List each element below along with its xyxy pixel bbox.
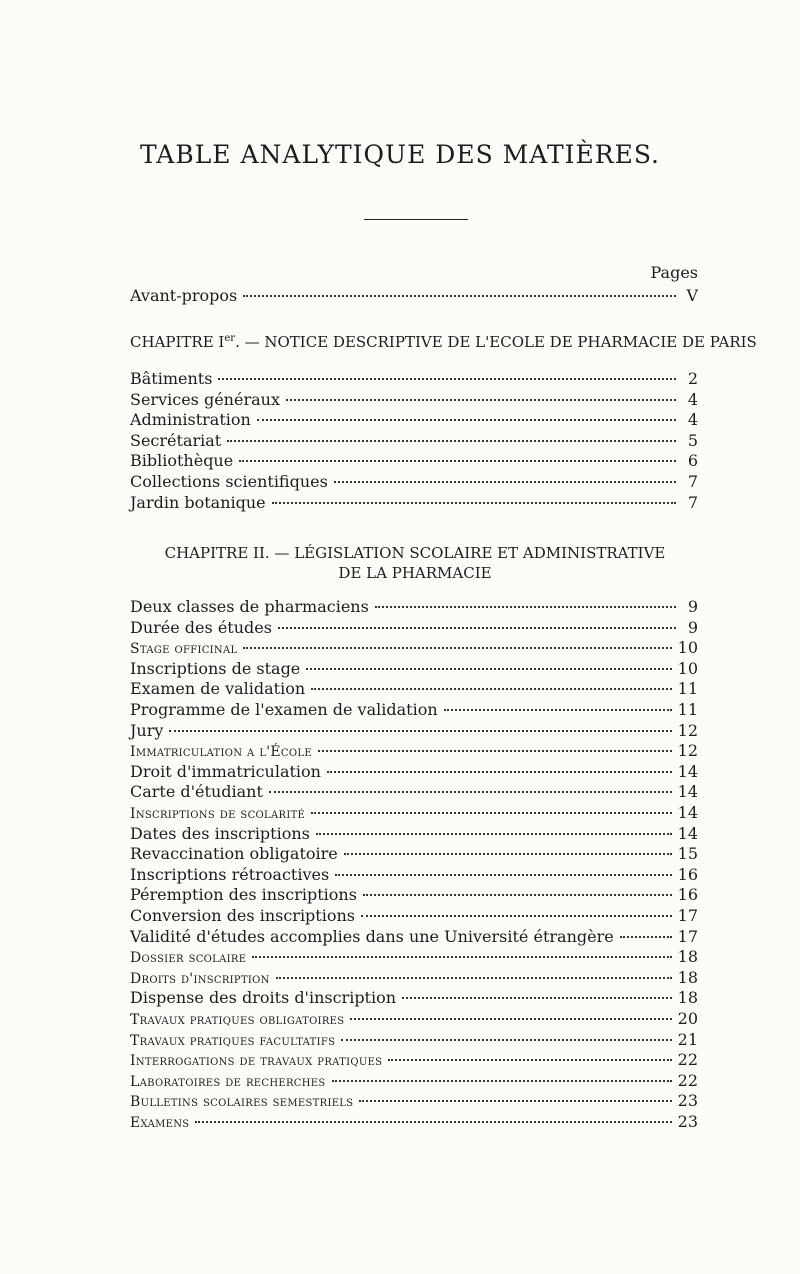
dot-leader: [344, 853, 672, 855]
toc-entry-page: 14: [677, 823, 698, 843]
toc-entry-label: Péremption des inscriptions: [130, 885, 357, 905]
toc-entry-label: Revaccination obligatoire: [130, 844, 338, 864]
toc-entry: [130, 597, 698, 617]
toc-entry-page: 11: [677, 700, 698, 719]
title-rule: [364, 219, 468, 220]
dot-leader: [239, 460, 676, 462]
toc-entry: [130, 286, 698, 306]
toc-entry-page: 23: [677, 1112, 698, 1131]
toc-entry: [130, 659, 698, 679]
toc-entry-label: Dossier scolaire: [130, 950, 247, 967]
toc-entry: [130, 1091, 698, 1111]
toc-entry-label: Inscriptions de scolarité: [130, 806, 306, 822]
toc-entry-page: 17: [677, 906, 698, 925]
dot-leader: [318, 750, 672, 752]
toc-entry: [130, 1071, 698, 1091]
toc-entry-label: Immatriculation a l'École: [130, 744, 312, 761]
toc-entry-page: 16: [677, 864, 698, 884]
toc-entry-label: Travaux pratiques facultatifs: [130, 1032, 336, 1049]
dot-leader: [243, 647, 671, 649]
dot-leader: [327, 771, 672, 773]
dot-leader: [620, 936, 672, 938]
dot-leader: [335, 874, 671, 876]
toc-entry-page: 2: [687, 369, 698, 388]
toc-entry-page: 17: [677, 926, 698, 946]
toc-entry-page: 7: [687, 472, 698, 491]
toc-entry-label: Services généraux: [130, 389, 280, 409]
toc-entry: [130, 1030, 698, 1050]
toc-entry-label: Avant-propos: [130, 286, 238, 305]
toc-entry: [130, 390, 698, 410]
dot-leader: [257, 419, 676, 421]
toc-entry-page: 22: [677, 1050, 698, 1070]
toc-entry: [130, 431, 698, 451]
toc-entry-page: 18: [677, 967, 698, 987]
toc-entry: [130, 638, 698, 658]
toc-entry: [130, 885, 698, 905]
toc-entry-page: 10: [677, 658, 698, 678]
toc-entry-label: Secrétariat: [130, 430, 222, 450]
toc-entry-page: 22: [677, 1070, 698, 1090]
toc-entry-page: 11: [677, 679, 698, 699]
dot-leader: [311, 688, 671, 690]
toc-entry-label: Examens: [130, 1115, 190, 1131]
toc-entry: [130, 472, 698, 492]
toc-entry-label: Programme de l'examen de validation: [130, 700, 438, 719]
toc-entry: [130, 947, 698, 967]
toc-entry-label: Deux classes de pharmaciens: [130, 597, 369, 616]
toc-entry-page: 23: [677, 1091, 698, 1111]
toc-entry: [130, 721, 698, 741]
chapter-2-heading: CHAPITRE II. — LÉGISLATION SCOLAIRE ET ADMINISTRATIVE DE LA PHARMACIE: [164, 544, 666, 582]
dot-leader: [316, 833, 672, 835]
toc-entry-page: 12: [677, 741, 698, 761]
toc-entry: [130, 1050, 698, 1070]
toc-entry: [130, 927, 698, 947]
page-title: TABLE ANALYTIQUE DES MATIÈRES.: [139, 140, 661, 169]
toc-entry: [130, 844, 698, 864]
dot-leader: [243, 295, 676, 297]
toc-entry-label: Collections scientifiques: [130, 472, 328, 491]
dot-leader: [276, 977, 672, 979]
dot-leader: [278, 627, 676, 629]
dot-leader: [361, 915, 672, 917]
toc-entry-label: Examen de validation: [130, 679, 306, 699]
toc-entry: [130, 493, 698, 513]
pages-column-label: Pages: [650, 263, 698, 282]
dot-leader: [286, 399, 676, 401]
toc-entry: [130, 906, 698, 926]
toc-entry-label: Jardin botanique: [130, 492, 266, 512]
toc-entry-page: 10: [677, 638, 698, 658]
toc-entry-label: Interrogations de travaux pratiques: [130, 1053, 383, 1070]
toc-entry-page: 5: [687, 430, 698, 450]
toc-entry-page: 12: [677, 720, 698, 740]
dot-leader: [341, 1039, 671, 1041]
dot-leader: [363, 894, 672, 896]
toc-entry-label: Conversion des inscriptions: [130, 906, 355, 925]
dot-leader: [169, 730, 671, 732]
toc-entry-label: Dispense des droits d'inscription: [130, 988, 397, 1008]
toc-entry-page: 7: [687, 492, 698, 512]
toc-entry: [130, 762, 698, 782]
dot-leader: [359, 1100, 671, 1102]
dot-leader: [334, 481, 676, 483]
toc-entry: [130, 1112, 698, 1132]
toc-entry-page: 18: [677, 947, 698, 967]
toc-entry: [130, 410, 698, 430]
dot-leader: [252, 956, 671, 958]
toc-entry-label: Administration: [130, 410, 251, 430]
toc-entry-label: Bâtiments: [130, 369, 213, 388]
toc-entry-label: Durée des études: [130, 617, 272, 637]
toc-entry: [130, 1009, 698, 1029]
dot-leader: [227, 440, 676, 442]
toc-entry-page: 6: [687, 451, 698, 471]
toc-entry: [130, 741, 698, 761]
toc-entry-page: 16: [677, 885, 698, 905]
toc-entry-page: 9: [687, 617, 698, 637]
toc-entry: [130, 451, 698, 471]
toc-entry-page: 18: [677, 988, 698, 1008]
dot-leader: [218, 378, 676, 380]
toc-entry-page: 21: [677, 1029, 698, 1049]
toc-entry-label: Travaux pratiques obligatoires: [130, 1012, 345, 1028]
toc-entry: [130, 679, 698, 699]
toc-entry-label: Carte d'étudiant: [130, 782, 263, 802]
toc-entry-label: Droits d'inscription: [130, 970, 270, 987]
toc-entry-label: Jury: [130, 720, 164, 740]
dot-leader: [311, 812, 672, 814]
dot-leader: [195, 1121, 671, 1123]
toc-entry-label: Bibliothèque: [130, 451, 234, 471]
toc-entry: [130, 618, 698, 638]
toc-entry-label: Bulletins scolaires semestriels: [130, 1094, 354, 1111]
toc-entry: [130, 369, 698, 389]
toc-entry-label: Validité d'études accomplies dans une Université étrangère: [130, 926, 614, 946]
dot-leader: [402, 997, 672, 999]
toc-entry-page: 9: [687, 597, 698, 616]
dot-leader: [444, 709, 672, 711]
toc-entry-page: 4: [687, 389, 698, 409]
toc-entry-page: 15: [677, 844, 698, 864]
toc-entry-page: 14: [677, 761, 698, 781]
toc-entry-page: 14: [677, 782, 698, 802]
toc-entry: [130, 700, 698, 720]
dot-leader: [269, 791, 672, 793]
chapter-1-heading: CHAPITRE Ier. — NOTICE DESCRIPTIVE DE L'ECOLE DE PHARMACIE DE PARIS: [130, 333, 757, 351]
toc-entry-label: Stage officinal: [130, 641, 238, 658]
dot-leader: [350, 1018, 671, 1020]
toc-entry: [130, 803, 698, 823]
dot-leader: [375, 606, 676, 608]
toc-entry: [130, 968, 698, 988]
dot-leader: [332, 1080, 672, 1082]
toc-entry-page: 20: [677, 1009, 698, 1028]
dot-leader: [306, 668, 671, 670]
toc-entry: [130, 824, 698, 844]
toc-entry: [130, 865, 698, 885]
toc-entry-label: Inscriptions rétroactives: [130, 864, 330, 884]
toc-entry-page: 14: [677, 803, 698, 822]
toc-entry-label: Laboratoires de recherches: [130, 1073, 326, 1090]
toc-entry: [130, 782, 698, 802]
toc-entry-page: 4: [687, 410, 698, 430]
dot-leader: [388, 1059, 671, 1061]
toc-entry-label: Droit d'immatriculation: [130, 761, 321, 781]
dot-leader: [272, 502, 676, 504]
toc-entry: [130, 988, 698, 1008]
toc-entry-page: V: [686, 286, 698, 305]
toc-entry-label: Inscriptions de stage: [130, 658, 301, 678]
toc-entry-label: Dates des inscriptions: [130, 823, 310, 843]
